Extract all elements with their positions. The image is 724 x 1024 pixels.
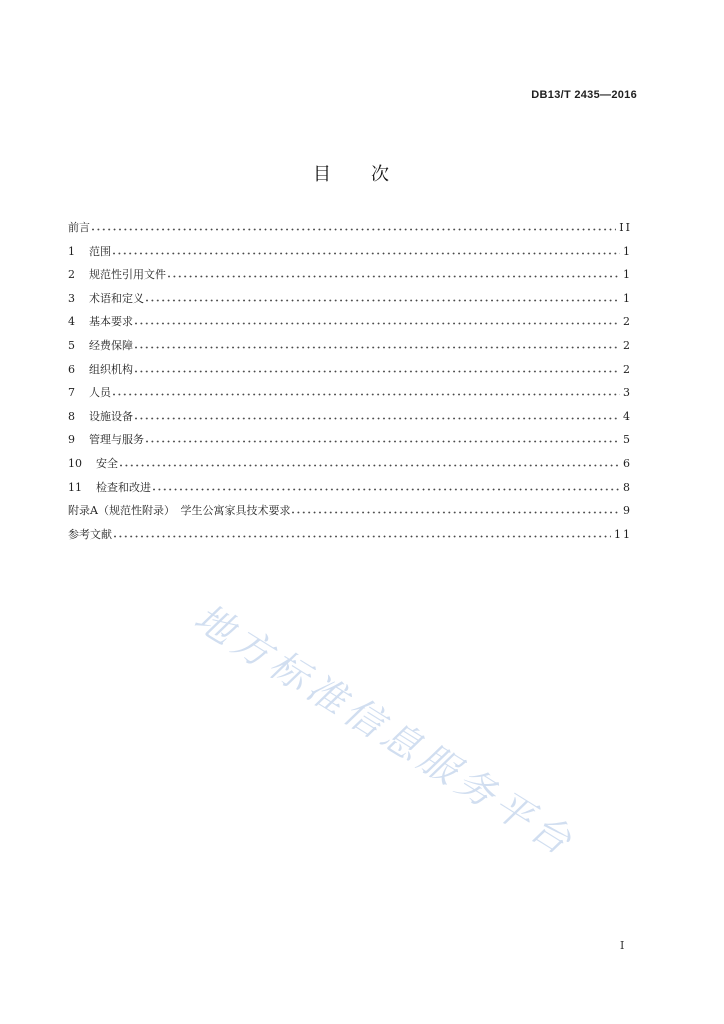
toc-entry-title: 范围 — [89, 244, 111, 258]
toc-entry — [68, 334, 630, 358]
toc-dot-leader — [114, 535, 611, 538]
toc-dot-leader — [92, 228, 616, 231]
toc-entry — [68, 452, 630, 476]
toc-entry-page: 2 — [623, 315, 632, 329]
toc-dot-leader — [113, 252, 620, 255]
toc-dot-leader — [135, 346, 620, 349]
toc-entry-title: 安全 — [96, 456, 118, 470]
toc-entry-title: 组织机构 — [89, 362, 133, 376]
toc-entry-page: 1 — [623, 268, 632, 282]
page-title: 目 次 — [313, 164, 400, 185]
toc-dot-leader — [135, 322, 620, 325]
toc-entry-page: 1 — [623, 291, 632, 305]
document-code: DB13/T 2435—2016 — [531, 89, 637, 101]
toc-dot-leader — [146, 299, 620, 302]
toc-entry-title: 前言 — [68, 221, 90, 234]
toc-dot-leader — [168, 275, 620, 278]
toc-dot-leader — [153, 488, 620, 491]
toc-entry-number: 11 — [68, 480, 82, 494]
toc-entry — [68, 310, 630, 334]
toc-entry-page: 3 — [623, 386, 632, 400]
toc-entry-page: 2 — [623, 338, 632, 352]
toc-entry-page: II — [619, 221, 632, 234]
toc-entry — [68, 216, 630, 240]
toc-entry-title: 基本要求 — [89, 315, 133, 329]
toc-entry-number: 6 — [68, 362, 75, 376]
page-number: I — [620, 939, 625, 952]
toc-dot-leader — [146, 440, 620, 443]
toc-entry-title: 附录A（规范性附录） 学生公寓家具技术要求 — [68, 504, 291, 518]
toc-entry — [68, 523, 630, 547]
toc-entry-page: 11 — [614, 527, 632, 541]
toc-entry-title: 人员 — [89, 386, 111, 400]
toc-entry-page: 1 — [623, 244, 632, 258]
toc-entry-number: 1 — [68, 244, 75, 258]
toc-entry-page: 5 — [623, 433, 632, 447]
toc-entry-number: 8 — [68, 409, 75, 423]
toc-entry-number: 2 — [68, 268, 75, 282]
toc-entry-title: 检查和改进 — [96, 480, 151, 494]
toc-entry-page: 8 — [623, 480, 632, 494]
toc-entry — [68, 381, 630, 405]
toc-entry-title: 设施设备 — [89, 409, 133, 423]
toc-entry — [68, 287, 630, 311]
toc-dot-leader — [135, 370, 620, 373]
toc-entry — [68, 358, 630, 382]
toc-entry-number: 10 — [68, 456, 82, 470]
toc-dot-leader — [113, 393, 620, 396]
toc-entry-page: 9 — [623, 504, 632, 518]
toc-entry-page: 4 — [623, 409, 632, 423]
toc-entry-title: 术语和定义 — [89, 291, 144, 305]
toc-dot-leader — [135, 417, 620, 420]
toc-entry-title: 经费保障 — [89, 338, 133, 352]
table-of-contents — [68, 216, 630, 546]
toc-entry — [68, 240, 630, 264]
toc-dot-leader — [292, 511, 620, 514]
toc-entry — [68, 499, 630, 523]
toc-entry-page: 2 — [623, 362, 632, 376]
toc-entry-title: 规范性引用文件 — [89, 268, 166, 282]
toc-dot-leader — [120, 464, 620, 467]
toc-entry — [68, 405, 630, 429]
toc-entry-number: 4 — [68, 315, 75, 329]
toc-entry-title: 参考文献 — [68, 527, 112, 541]
toc-entry — [68, 476, 630, 500]
toc-entry-number: 7 — [68, 386, 75, 400]
toc-entry-title: 管理与服务 — [89, 433, 144, 447]
toc-entry — [68, 263, 630, 287]
toc-entry-number: 5 — [68, 338, 75, 352]
watermark-text: 地方标准信息服务平台 — [186, 595, 584, 866]
toc-entry — [68, 428, 630, 452]
toc-entry-number: 3 — [68, 291, 75, 305]
toc-entry-number: 9 — [68, 433, 75, 447]
toc-entry-page: 6 — [623, 456, 632, 470]
